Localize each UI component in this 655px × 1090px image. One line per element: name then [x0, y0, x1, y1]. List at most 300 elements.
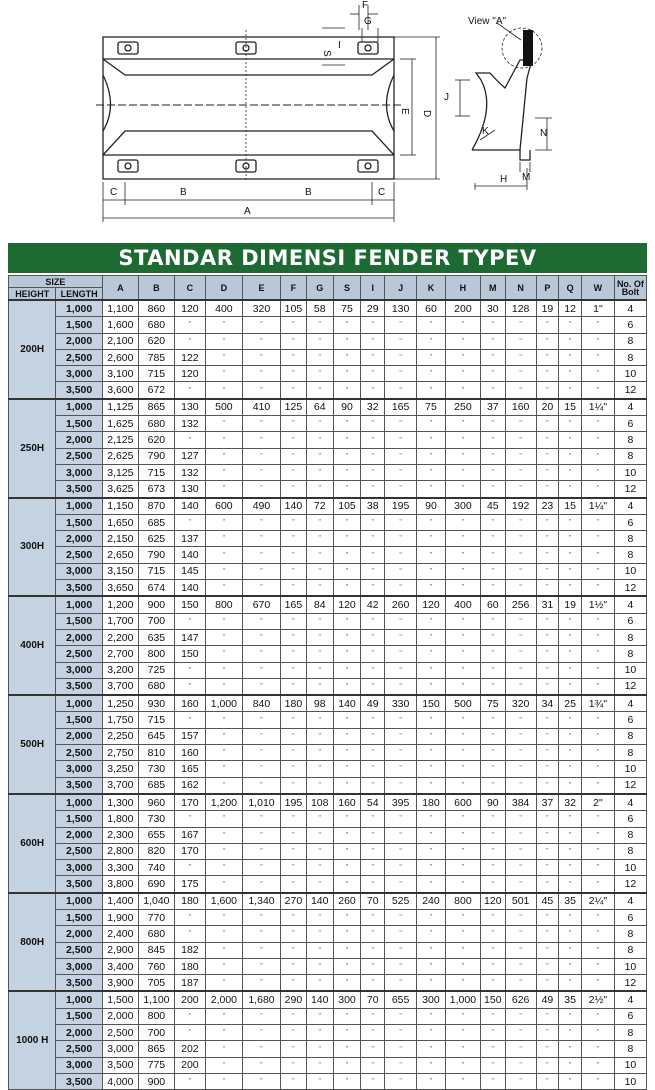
value-cell: " — [480, 827, 505, 843]
length-cell: 2,000 — [56, 629, 102, 645]
value-cell: 30 — [480, 300, 505, 317]
value-cell: 90 — [333, 399, 361, 416]
value-cell: 64 — [306, 399, 333, 416]
value-cell: " — [361, 366, 385, 382]
value-cell: 120 — [174, 300, 205, 317]
length-cell: 3,500 — [56, 975, 102, 992]
value-cell: " — [205, 942, 242, 958]
table-row — [9, 629, 647, 645]
value-cell: " — [480, 613, 505, 629]
length-cell: 3,000 — [56, 366, 102, 382]
value-cell: " — [581, 1025, 614, 1041]
value-cell: " — [559, 728, 582, 744]
bolt-count-cell: 4 — [614, 695, 646, 712]
value-cell: 1,040 — [138, 893, 174, 910]
value-cell: " — [505, 349, 536, 365]
value-cell: " — [505, 909, 536, 925]
value-cell: " — [242, 366, 280, 382]
value-cell: 3,250 — [102, 761, 138, 777]
value-cell: " — [559, 448, 582, 464]
value-cell: 72 — [306, 498, 333, 515]
value-cell: " — [205, 547, 242, 563]
value-cell: 2,300 — [102, 827, 138, 843]
value-cell: 1,200 — [205, 794, 242, 811]
value-cell: 170 — [174, 843, 205, 859]
value-cell: " — [581, 1041, 614, 1057]
value-cell: " — [505, 1073, 536, 1089]
value-cell: " — [417, 563, 446, 579]
value-cell: " — [445, 547, 480, 563]
value-cell: " — [281, 876, 307, 893]
value-cell: 35 — [559, 893, 582, 910]
value-cell: " — [505, 761, 536, 777]
value-cell: " — [445, 843, 480, 859]
bolt-header: No. Of Bolt — [614, 276, 646, 301]
value-cell: 32 — [559, 794, 582, 811]
value-cell: " — [417, 712, 446, 728]
value-cell: 810 — [138, 745, 174, 761]
value-cell: 2,800 — [102, 843, 138, 859]
value-cell: " — [281, 1073, 307, 1089]
value-cell: " — [536, 811, 559, 827]
value-cell: " — [361, 811, 385, 827]
value-cell: " — [385, 317, 417, 333]
value-cell: " — [174, 678, 205, 695]
value-cell: " — [536, 580, 559, 597]
value-cell: " — [205, 728, 242, 744]
value-cell: " — [536, 662, 559, 678]
value-cell: " — [445, 860, 480, 876]
value-cell: " — [385, 382, 417, 399]
value-cell: " — [417, 432, 446, 448]
value-cell: " — [480, 580, 505, 597]
value-cell: " — [242, 382, 280, 399]
value-cell: " — [559, 827, 582, 843]
value-cell: " — [505, 613, 536, 629]
col-header: W — [581, 276, 614, 301]
value-cell: " — [281, 1041, 307, 1057]
value-cell: 140 — [174, 498, 205, 515]
value-cell: " — [417, 745, 446, 761]
value-cell: " — [417, 317, 446, 333]
value-cell: " — [361, 464, 385, 480]
value-cell: " — [536, 432, 559, 448]
value-cell: 165 — [174, 761, 205, 777]
value-cell: " — [480, 712, 505, 728]
value-cell: " — [505, 366, 536, 382]
value-cell: " — [417, 827, 446, 843]
value-cell: 70 — [361, 893, 385, 910]
value-cell: 1,900 — [102, 909, 138, 925]
value-cell: " — [281, 1008, 307, 1024]
value-cell: 90 — [417, 498, 446, 515]
dim-label-a: A — [244, 206, 251, 217]
value-cell: 775 — [138, 1057, 174, 1073]
value-cell: " — [445, 531, 480, 547]
value-cell: " — [445, 366, 480, 382]
value-cell: " — [333, 382, 361, 399]
value-cell: " — [536, 481, 559, 498]
value-cell: " — [361, 1025, 385, 1041]
value-cell: " — [505, 416, 536, 432]
value-cell: 730 — [138, 761, 174, 777]
value-cell: " — [281, 333, 307, 349]
value-cell: 60 — [480, 596, 505, 613]
value-cell: " — [333, 416, 361, 432]
value-cell: " — [306, 728, 333, 744]
value-cell: 3,800 — [102, 876, 138, 893]
value-cell: " — [361, 349, 385, 365]
length-cell: 2,500 — [56, 448, 102, 464]
value-cell: " — [333, 547, 361, 563]
value-cell: " — [333, 448, 361, 464]
value-cell: " — [205, 448, 242, 464]
length-cell: 2,000 — [56, 926, 102, 942]
value-cell: 1½" — [581, 596, 614, 613]
value-cell: " — [480, 366, 505, 382]
value-cell: 715 — [138, 563, 174, 579]
value-cell: " — [333, 876, 361, 893]
value-cell: " — [480, 728, 505, 744]
value-cell: 1¼" — [581, 399, 614, 416]
value-cell: 150 — [174, 646, 205, 662]
value-cell: 2,100 — [102, 333, 138, 349]
value-cell: " — [361, 728, 385, 744]
table-row — [9, 827, 647, 843]
value-cell: " — [306, 382, 333, 399]
value-cell: " — [536, 827, 559, 843]
value-cell: 620 — [138, 333, 174, 349]
value-cell: " — [505, 531, 536, 547]
table-row — [9, 662, 647, 678]
value-cell: 38 — [361, 498, 385, 515]
length-cell: 2,500 — [56, 745, 102, 761]
length-cell: 3,500 — [56, 481, 102, 498]
value-cell: " — [417, 464, 446, 480]
value-cell: 170 — [174, 794, 205, 811]
value-cell: 300 — [333, 991, 361, 1008]
value-cell: " — [417, 1041, 446, 1057]
dim-label-d: D — [421, 110, 432, 118]
value-cell: " — [242, 745, 280, 761]
table-row — [9, 1041, 647, 1057]
value-cell: " — [385, 531, 417, 547]
value-cell: 3,500 — [102, 1057, 138, 1073]
value-cell: " — [505, 926, 536, 942]
value-cell: " — [536, 728, 559, 744]
table-row — [9, 975, 647, 992]
value-cell: " — [581, 860, 614, 876]
length-cell: 2,500 — [56, 1041, 102, 1057]
value-cell: 790 — [138, 547, 174, 563]
value-cell: 730 — [138, 811, 174, 827]
value-cell: " — [281, 1025, 307, 1041]
value-cell: " — [536, 531, 559, 547]
value-cell: " — [559, 613, 582, 629]
length-cell: 1,000 — [56, 794, 102, 811]
value-cell: 45 — [536, 893, 559, 910]
value-cell: " — [242, 1008, 280, 1024]
value-cell: " — [333, 926, 361, 942]
value-cell: " — [281, 580, 307, 597]
value-cell: " — [480, 382, 505, 399]
value-cell: " — [581, 613, 614, 629]
value-cell: " — [505, 745, 536, 761]
table-row — [9, 333, 647, 349]
value-cell: " — [361, 678, 385, 695]
value-cell: " — [333, 481, 361, 498]
value-cell: 2" — [581, 794, 614, 811]
value-cell: " — [480, 547, 505, 563]
value-cell: " — [385, 843, 417, 859]
value-cell: " — [581, 629, 614, 645]
value-cell: " — [333, 827, 361, 843]
table-row — [9, 580, 647, 597]
value-cell: " — [306, 580, 333, 597]
height-cell: 200H — [9, 300, 56, 399]
value-cell: " — [205, 1073, 242, 1089]
value-cell: " — [385, 958, 417, 974]
value-cell: " — [242, 942, 280, 958]
value-cell: 1,000 — [445, 991, 480, 1008]
value-cell: 655 — [138, 827, 174, 843]
value-cell: " — [559, 333, 582, 349]
value-cell: " — [385, 448, 417, 464]
table-title-banner: STANDAR DIMENSI FENDER TYPEV — [8, 243, 647, 273]
value-cell: " — [480, 1025, 505, 1041]
bolt-count-cell: 12 — [614, 975, 646, 992]
value-cell: " — [242, 662, 280, 678]
value-cell: 2,650 — [102, 547, 138, 563]
value-cell: " — [281, 646, 307, 662]
value-cell: " — [361, 416, 385, 432]
value-cell: 860 — [138, 300, 174, 317]
dim-label-c-left: C — [110, 187, 118, 198]
value-cell: " — [581, 349, 614, 365]
table-row — [9, 464, 647, 480]
length-cell: 1,500 — [56, 613, 102, 629]
value-cell: 160 — [174, 745, 205, 761]
bolt-count-cell: 6 — [614, 712, 646, 728]
value-cell: " — [306, 942, 333, 958]
value-cell: " — [505, 942, 536, 958]
value-cell: " — [242, 811, 280, 827]
value-cell: " — [385, 563, 417, 579]
value-cell: 1,650 — [102, 514, 138, 530]
value-cell: " — [536, 382, 559, 399]
value-cell: " — [281, 678, 307, 695]
value-cell: " — [445, 728, 480, 744]
value-cell: " — [385, 827, 417, 843]
table-row — [9, 481, 647, 498]
value-cell: 19 — [536, 300, 559, 317]
value-cell: " — [505, 547, 536, 563]
value-cell: " — [205, 662, 242, 678]
value-cell: " — [445, 876, 480, 893]
value-cell: " — [333, 531, 361, 547]
value-cell: " — [385, 1057, 417, 1073]
value-cell: " — [306, 975, 333, 992]
value-cell: " — [445, 646, 480, 662]
value-cell: " — [333, 761, 361, 777]
value-cell: 15 — [559, 498, 582, 515]
value-cell: 384 — [505, 794, 536, 811]
value-cell: 1,100 — [102, 300, 138, 317]
height-cell: 250H — [9, 399, 56, 498]
value-cell: " — [281, 613, 307, 629]
value-cell: " — [205, 432, 242, 448]
value-cell: " — [333, 662, 361, 678]
value-cell: " — [385, 761, 417, 777]
value-cell: " — [445, 432, 480, 448]
value-cell: " — [333, 580, 361, 597]
value-cell: " — [174, 514, 205, 530]
value-cell: " — [445, 613, 480, 629]
value-cell: 1¼" — [581, 498, 614, 515]
value-cell: " — [333, 909, 361, 925]
dim-label-s: S — [321, 50, 332, 57]
value-cell: " — [581, 547, 614, 563]
value-cell: " — [581, 777, 614, 794]
value-cell: " — [536, 333, 559, 349]
value-cell: " — [417, 580, 446, 597]
value-cell: 672 — [138, 382, 174, 399]
value-cell: 195 — [385, 498, 417, 515]
table-body — [9, 300, 647, 1090]
bolt-count-cell: 8 — [614, 843, 646, 859]
bolt-count-cell: 4 — [614, 893, 646, 910]
value-cell: 670 — [242, 596, 280, 613]
value-cell: " — [242, 563, 280, 579]
col-header: F — [281, 276, 307, 301]
bolt-count-cell: 10 — [614, 662, 646, 678]
bolt-count-cell: 10 — [614, 761, 646, 777]
col-header: E — [242, 276, 280, 301]
value-cell: 45 — [480, 498, 505, 515]
value-cell: " — [385, 975, 417, 992]
value-cell: 715 — [138, 712, 174, 728]
value-cell: " — [205, 712, 242, 728]
value-cell: " — [281, 547, 307, 563]
value-cell: " — [559, 942, 582, 958]
bolt-count-cell: 12 — [614, 481, 646, 498]
value-cell: " — [385, 745, 417, 761]
length-cell: 3,000 — [56, 958, 102, 974]
value-cell: 98 — [306, 695, 333, 712]
value-cell: " — [536, 547, 559, 563]
length-cell: 2,500 — [56, 646, 102, 662]
value-cell: " — [505, 333, 536, 349]
value-cell: 70 — [361, 991, 385, 1008]
value-cell: 3,125 — [102, 464, 138, 480]
value-cell: 840 — [242, 695, 280, 712]
value-cell: " — [306, 860, 333, 876]
value-cell: 60 — [417, 300, 446, 317]
value-cell: 3,625 — [102, 481, 138, 498]
value-cell: 320 — [242, 300, 280, 317]
value-cell: " — [281, 629, 307, 645]
value-cell: " — [205, 909, 242, 925]
value-cell: " — [306, 662, 333, 678]
table-row — [9, 926, 647, 942]
length-cell: 2,000 — [56, 531, 102, 547]
value-cell: 12 — [559, 300, 582, 317]
value-cell: " — [536, 448, 559, 464]
value-cell: 120 — [333, 596, 361, 613]
value-cell: " — [281, 761, 307, 777]
value-cell: " — [242, 1073, 280, 1089]
value-cell: " — [559, 629, 582, 645]
value-cell: " — [242, 464, 280, 480]
value-cell: " — [445, 678, 480, 695]
value-cell: " — [505, 843, 536, 859]
value-cell: 162 — [174, 777, 205, 794]
value-cell: " — [306, 416, 333, 432]
value-cell: " — [417, 909, 446, 925]
value-cell: 4,000 — [102, 1073, 138, 1089]
value-cell: " — [417, 860, 446, 876]
value-cell: 500 — [445, 695, 480, 712]
value-cell: 2,600 — [102, 349, 138, 365]
value-cell: " — [361, 432, 385, 448]
value-cell: " — [306, 1025, 333, 1041]
value-cell: " — [361, 958, 385, 974]
value-cell: 715 — [138, 464, 174, 480]
value-cell: " — [559, 926, 582, 942]
value-cell: " — [306, 958, 333, 974]
table-row — [9, 991, 647, 1008]
value-cell: " — [281, 514, 307, 530]
table-row — [9, 547, 647, 563]
bolt-count-cell: 6 — [614, 514, 646, 530]
value-cell: " — [581, 678, 614, 695]
value-cell: " — [536, 317, 559, 333]
value-cell: " — [205, 745, 242, 761]
value-cell: 260 — [333, 893, 361, 910]
length-cell: 2,500 — [56, 942, 102, 958]
length-cell: 3,500 — [56, 876, 102, 893]
value-cell: 820 — [138, 843, 174, 859]
value-cell: " — [281, 563, 307, 579]
value-cell: 90 — [480, 794, 505, 811]
value-cell: 395 — [385, 794, 417, 811]
value-cell: " — [242, 580, 280, 597]
value-cell: " — [559, 531, 582, 547]
value-cell: " — [242, 547, 280, 563]
value-cell: " — [385, 416, 417, 432]
value-cell: 1,750 — [102, 712, 138, 728]
bolt-count-cell: 4 — [614, 991, 646, 1008]
value-cell: " — [385, 547, 417, 563]
value-cell: " — [281, 448, 307, 464]
value-cell: " — [480, 662, 505, 678]
length-cell: 3,500 — [56, 382, 102, 399]
value-cell: " — [205, 531, 242, 547]
value-cell: " — [581, 317, 614, 333]
value-cell: " — [559, 382, 582, 399]
value-cell: " — [559, 1008, 582, 1024]
col-header: Q — [559, 276, 582, 301]
value-cell: " — [559, 876, 582, 893]
value-cell: 195 — [281, 794, 307, 811]
value-cell: " — [480, 876, 505, 893]
value-cell: " — [536, 942, 559, 958]
value-cell: " — [174, 811, 205, 827]
bolt-count-cell: 8 — [614, 432, 646, 448]
value-cell: " — [306, 926, 333, 942]
value-cell: " — [306, 678, 333, 695]
bolt-count-cell: 10 — [614, 464, 646, 480]
